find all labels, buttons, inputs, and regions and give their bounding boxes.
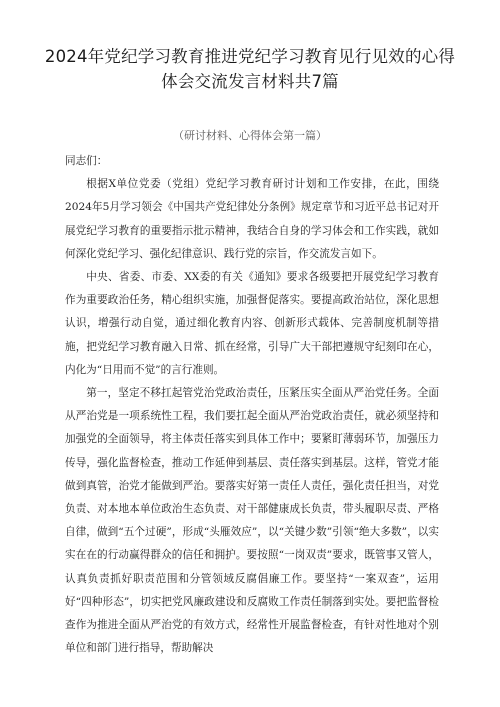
paragraph: 根据X单位党委（党组）党纪学习教育研讨计划和工作安排，在此，围绕2024年5月学习领会《中国共产党纪律处分条例》规定章节和习近平总书记对开展党纪学习教育的重要指示批示精神，我结合自身的学习体会和工作实践，就如何深化党纪学习、强化纪律意识、践行党的宗旨，作交流发言如下。	[65, 178, 439, 260]
document-title: 2024年党纪学习教育推进党纪学习教育见行见效的心得体会交流发言材料共7篇	[44, 47, 456, 91]
salutation: 同志们：	[65, 155, 108, 167]
document-subtitle: （研讨材料、心得体会第一篇）	[173, 129, 327, 142]
document-body	[65, 150, 439, 660]
paragraph: 第一，坚定不移扛起管党治党政治责任，压紧压实全面从严治党任务。全面从严治党是一项系统性工程，我们要扛起全面从严治党政治责任，就必须坚持和加强党的全面领导，将主体责任落实到具体工作中；要紧盯薄弱环节，加强压力传导，强化监督检查，推动工作延伸到基层、责任落实到基层。这样，管党才能做到真管，治党才能做到严治。要落实好第一责任人责任，强化责任担当，对党负责、对本地本单位政治生态负责、对干部健康成长负责，带头履职尽责、严格自律，做到“五个过硬”，形成“头雁效应”，以“关键少数”引领“绝大多数”，以实实在在的行动赢得群众的信任和拥护。要按照“一岗双责”要求，既管事又管人，认真负责抓好职责范围和分管领域反腐倡廉工作。要坚持“一案双查”，运用好“四种形态”，切实把党风廉政建设和反腐败工作责任制落到实处。要把监督检查作为推进全面从严治党的有效方式，经常性开展监督检查，有针对性地对个别单位和部门进行指导，帮助解决	[65, 387, 439, 655]
paragraph: 中央、省委、市委、XX委的有关《通知》要求各级要把开展党纪学习教育作为重要政治任务，精心组织实施，加强督促落实。要提高政治站位，深化思想认识，增强行动自觉，通过细化教育内容、创新形式载体、完善制度机制等措施，把党纪学习教育融入日常、抓在经常，引导广大干部把遵规守纪刻印在心，内化为“日用而不觉”的言行准则。	[65, 271, 439, 376]
